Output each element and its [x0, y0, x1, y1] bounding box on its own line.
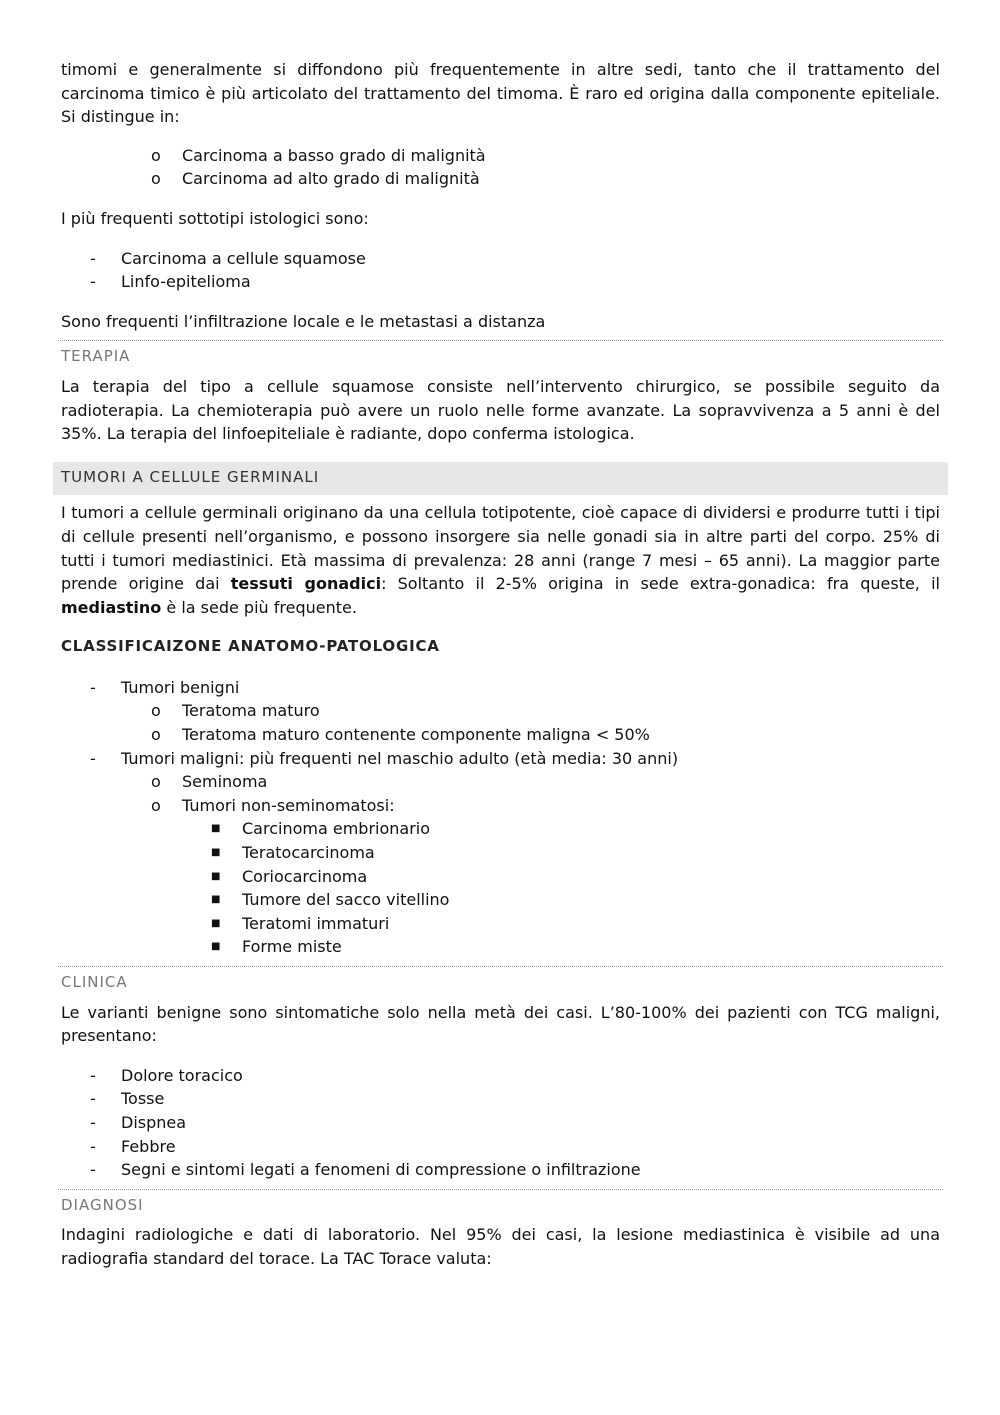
intro-closing: Sono frequenti l’infiltrazione locale e le metastasi a distanza: [61, 311, 546, 331]
square-bullet-icon: ■: [211, 870, 221, 882]
germinali-section-heading: TUMORI A CELLULE GERMINALI: [53, 462, 948, 496]
dash-bullet-icon: -: [90, 1065, 96, 1085]
square-bullet-icon: ■: [211, 823, 221, 835]
list-item: o Seminoma: [61, 770, 940, 794]
list-item: - Segni e sintomi legati a fenomeni di compressione o infiltrazione: [61, 1158, 940, 1182]
square-bullet-icon: ■: [211, 917, 221, 929]
list-item: - Dolore toracico: [61, 1064, 940, 1088]
section-divider: [58, 340, 943, 341]
dash-bullet-icon: -: [90, 248, 96, 268]
list-item: o Carcinoma ad alto grado di malignità: [61, 167, 940, 191]
dash-bullet-icon: -: [90, 272, 96, 292]
list-item: - Tumori maligni: più frequenti nel maschio adulto (età media: 30 anni): [61, 747, 940, 771]
list-item: ■ Coriocarcinoma: [61, 865, 940, 889]
section-divider: [58, 966, 943, 967]
square-bullet-icon: ■: [211, 847, 221, 859]
circle-bullet-icon: o: [151, 701, 161, 721]
emphasis-tessuti-gonadici: tessuti gonadici: [230, 574, 382, 594]
dash-bullet-icon: -: [90, 1160, 96, 1180]
square-bullet-icon: ■: [211, 894, 221, 906]
circle-bullet-icon: o: [151, 169, 161, 189]
terapia-heading: TERAPIA: [61, 347, 131, 366]
list-item: o Teratoma maturo: [61, 699, 940, 723]
dash-bullet-icon: -: [90, 748, 96, 768]
list-item: o Teratoma maturo contenente componente maligna < 50%: [61, 723, 940, 747]
list-item: - Linfo-epitelioma: [61, 270, 940, 294]
intro-paragraph: timomi e generalmente si diffondono più frequentemente in altre sedi, tanto che il trattamento del carcinoma timico è più articolato del trattamento del timoma. È raro ed origina dalla componente epiteliale. Si distingue in:: [61, 60, 940, 127]
clinica-paragraph: Le varianti benigne sono sintomatiche solo nella metà dei casi. L’80-100% dei pazienti con TCG maligni, presentano:: [61, 1002, 940, 1046]
list-item: o Tumori non-seminomatosi:: [61, 794, 940, 818]
terapia-paragraph: La terapia del tipo a cellule squamose consiste nell’intervento chirurgico, se possibile seguito da radioterapia. La chemioterapia può avere un ruolo nelle forme avanzate. La sopravvivenza a 5 anni è del 35%. La terapia del linfoepiteliale è radiante, dopo conferma istologica.: [61, 376, 940, 444]
list-item: ■ Tumore del sacco vitellino: [61, 888, 940, 912]
subtypes-list: [61, 247, 940, 294]
dash-bullet-icon: -: [90, 677, 96, 697]
list-item: o Carcinoma a basso grado di malignità: [61, 144, 940, 168]
emphasis-mediastino: mediastino: [61, 597, 162, 617]
dash-bullet-icon: -: [90, 1136, 96, 1156]
circle-bullet-icon: o: [151, 725, 161, 745]
list-item: - Febbre: [61, 1135, 940, 1159]
circle-bullet-icon: o: [151, 795, 161, 815]
list-item: ■ Carcinoma embrionario: [61, 817, 940, 841]
list-item: - Tumori benigni: [61, 676, 940, 700]
list-item: - Carcinoma a cellule squamose: [61, 247, 940, 271]
classificazione-heading: CLASSIFICAIZONE ANATOMO-PATOLOGICA: [61, 637, 440, 656]
list-item: ■ Teratomi immaturi: [61, 912, 940, 936]
classificazione-list: [61, 676, 940, 959]
list-item: - Tosse: [61, 1087, 940, 1111]
square-bullet-icon: ■: [211, 941, 221, 953]
section-divider: [58, 1189, 943, 1190]
dash-bullet-icon: -: [90, 1089, 96, 1109]
symptoms-list: [61, 1064, 940, 1182]
list-item: - Dispnea: [61, 1111, 940, 1135]
dash-bullet-icon: -: [90, 1112, 96, 1132]
germinali-paragraph: I tumori a cellule germinali originano da una cellula totipotente, cioè capace di dividersi e produrre tutti i tipi di cellule presenti nell’organismo, e possono insorgere sia nelle gonadi sia in altre parti del corpo. 25% di tutti i tumori mediastinici. Età massima di prevalenza: 28 anni (range 7 mesi – 65 anni). La maggior parte prende origine dai tessuti gonadici: Soltanto il 2-5% origina in sede extra-gonadica: fra queste, il mediastino è la sede più frequente.: [61, 503, 940, 617]
list-item: ■ Teratocarcinoma: [61, 841, 940, 865]
diagnosi-heading: DIAGNOSI: [61, 1195, 144, 1214]
diagnosi-paragraph: Indagini radiologiche e dati di laboratorio. Nel 95% dei casi, la lesione mediastinica è visibile ad una radiografia standard del torace. La TAC Torace valuta:: [61, 1225, 940, 1268]
circle-bullet-icon: o: [151, 145, 161, 165]
clinica-heading: CLINICA: [61, 973, 128, 991]
list-item: ■ Forme miste: [61, 935, 940, 959]
subtypes-intro: I più frequenti sottotipi istologici sono:: [61, 208, 369, 228]
circle-bullet-icon: o: [151, 772, 161, 792]
grade-list: [61, 144, 940, 191]
document-page: [61, 58, 940, 1271]
